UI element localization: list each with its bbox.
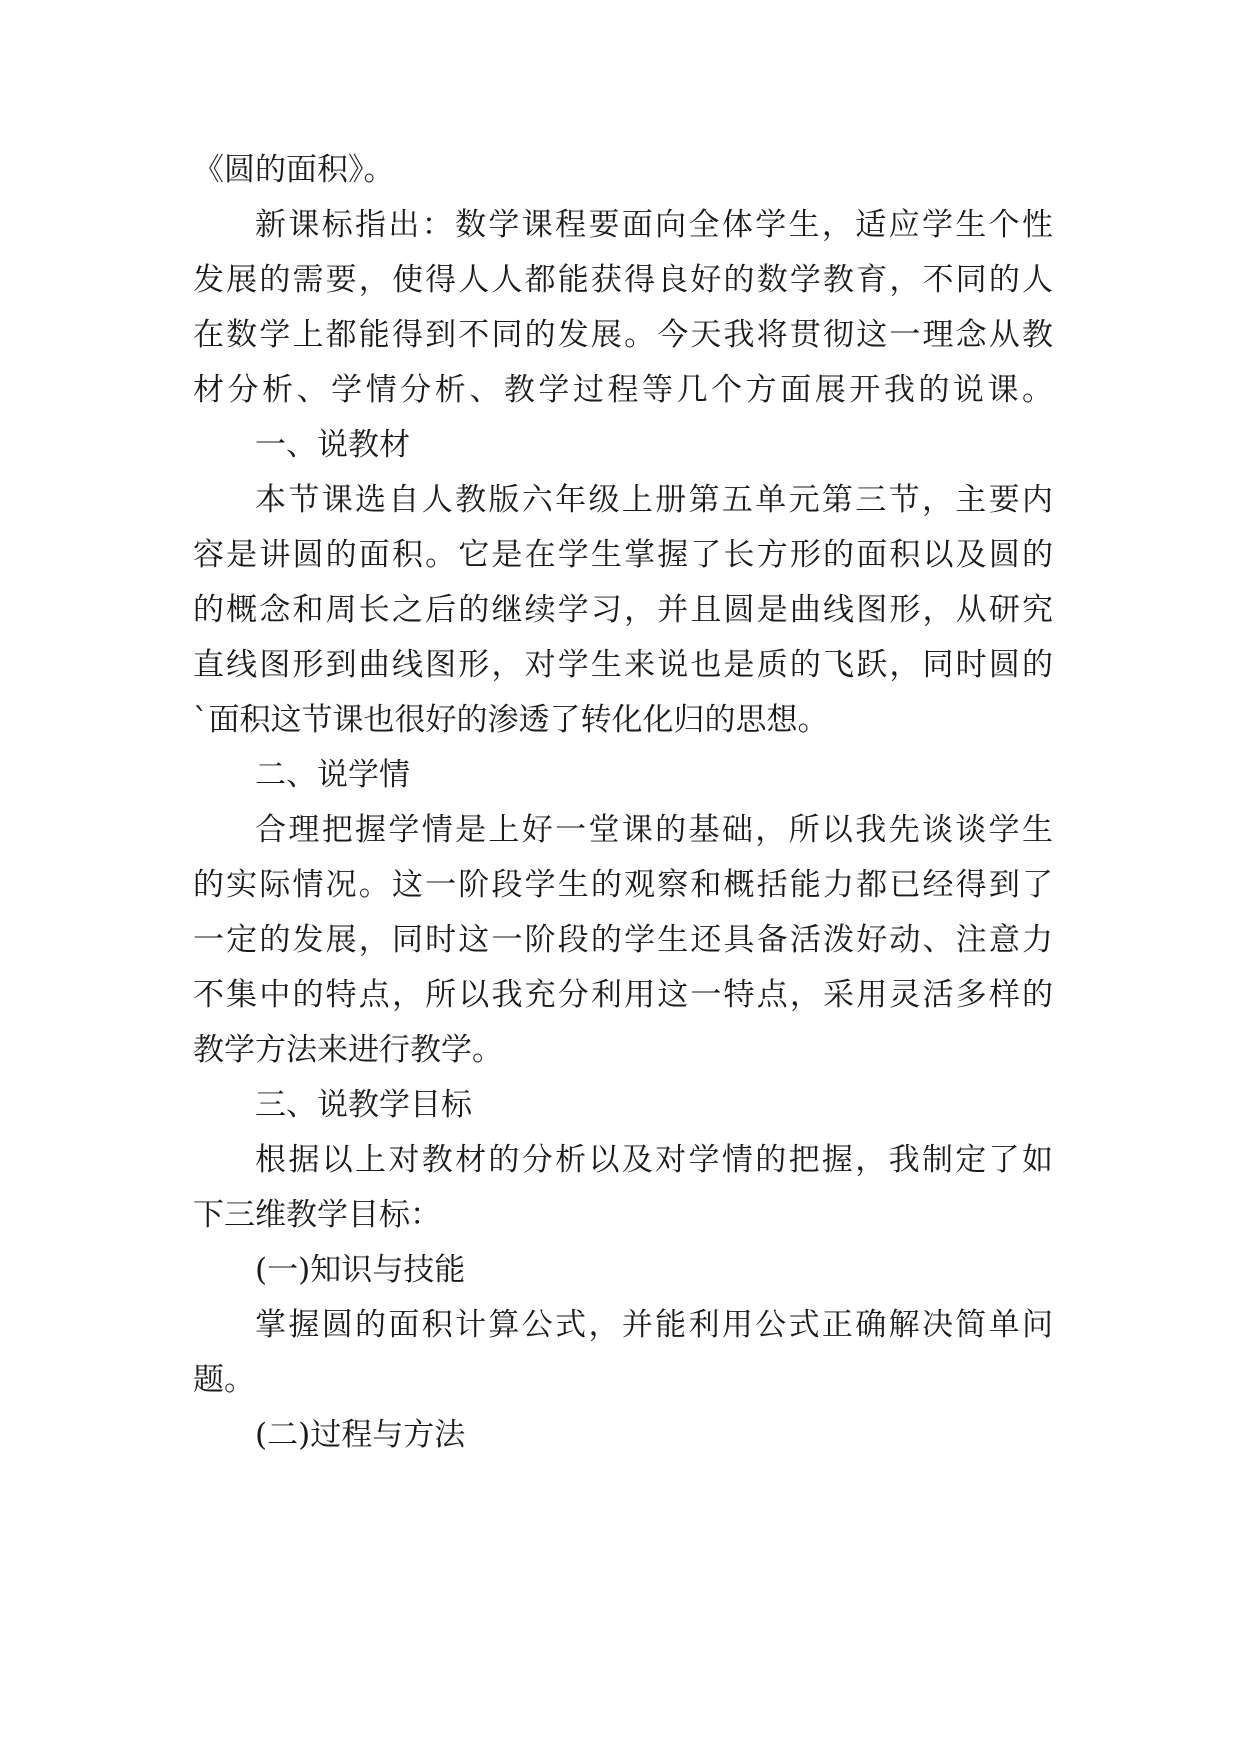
text-line: 《圆的面积》。 — [193, 152, 395, 188]
text-line: 新课标指出：数学课程要面向全体学生，适应学生个性 — [255, 207, 1053, 243]
text-line: 合理把握学情是上好一堂课的基础，所以我先谈谈学生 — [255, 812, 1053, 848]
section-heading: 二、说学情 — [255, 757, 410, 793]
section-heading: 一、说教材 — [255, 427, 410, 463]
text-line: 发展的需要，使得人人都能获得良好的数学教育，不同的人 — [193, 262, 1053, 298]
text-line: 本节课选自人教版六年级上册第五单元第三节，主要内 — [255, 482, 1053, 518]
text-line: 直线图形到曲线图形，对学生来说也是质的飞跃，同时圆的 — [193, 647, 1053, 683]
text-line: 下三维教学目标： — [193, 1197, 441, 1233]
text-line: 在数学上都能得到不同的发展。今天我将贯彻这一理念从教 — [193, 317, 1053, 353]
subsection-heading: (一)知识与技能 — [255, 1252, 466, 1288]
text-line: 教学方法来进行教学。 — [193, 1032, 503, 1068]
text-line: 题。 — [193, 1362, 255, 1398]
text-line: 容是讲圆的面积。它是在学生掌握了长方形的面积以及圆的 — [193, 537, 1053, 573]
text-line: 掌握圆的面积计算公式，并能利用公式正确解决简单问 — [255, 1307, 1053, 1343]
text-line: 不集中的特点，所以我充分利用这一特点，采用灵活多样的 — [193, 977, 1053, 1013]
text-line: 的概念和周长之后的继续学习，并且圆是曲线图形，从研究 — [193, 592, 1053, 628]
text-line: `面积这节课也很好的渗透了转化化归的思想。 — [193, 702, 829, 738]
text-line: 一定的发展，同时这一阶段的学生还具备活泼好动、注意力 — [193, 922, 1053, 958]
section-heading: 三、说教学目标 — [255, 1087, 472, 1123]
subsection-heading: (二)过程与方法 — [255, 1417, 466, 1453]
text-line: 的实际情况。这一阶段学生的观察和概括能力都已经得到了 — [193, 867, 1053, 903]
text-line: 材分析、学情分析、教学过程等几个方面展开我的说课。 — [193, 372, 1053, 408]
text-line: 根据以上对教材的分析以及对学情的把握，我制定了如 — [255, 1142, 1053, 1178]
